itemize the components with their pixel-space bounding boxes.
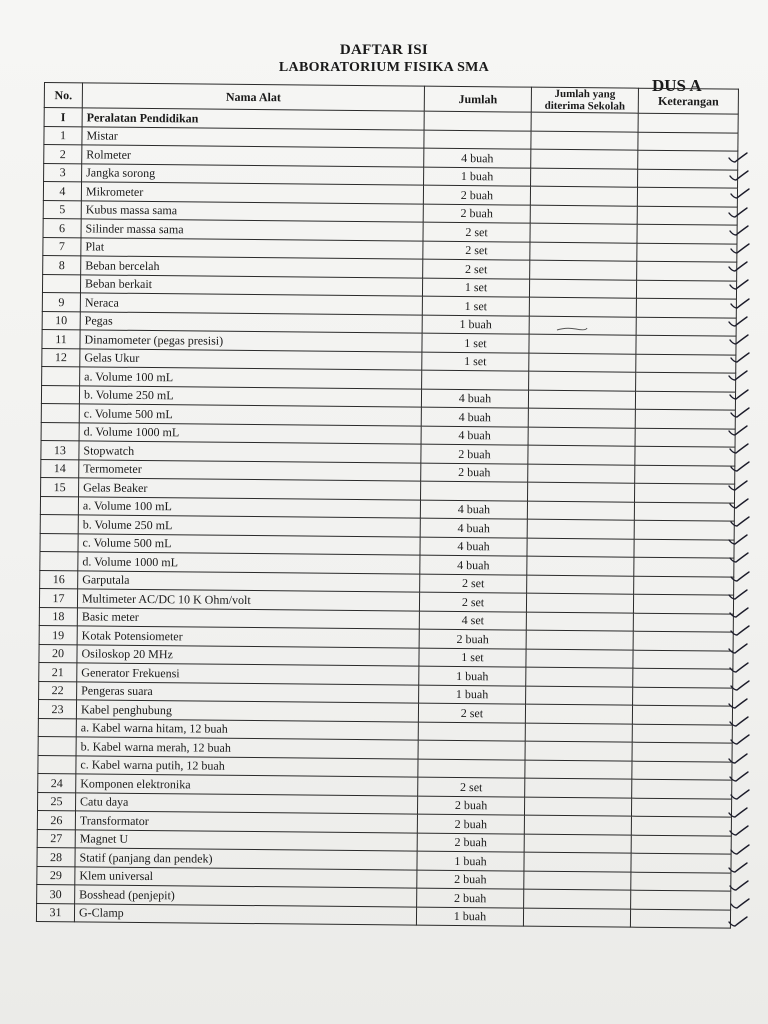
row-notes	[631, 890, 731, 909]
row-received	[523, 908, 630, 928]
header-received: Jumlah yang diterima Sekolah	[531, 87, 638, 113]
row-name: a. Kabel warna hitam, 12 buah	[76, 718, 418, 740]
row-no	[38, 736, 76, 755]
row-notes	[635, 391, 735, 410]
row-no: 24	[38, 773, 76, 792]
row-no: 4	[43, 182, 81, 201]
row-no: 6	[43, 218, 81, 237]
row-no: 12	[42, 348, 80, 367]
row-no: 19	[39, 625, 77, 644]
row-qty: 2 set	[420, 574, 527, 594]
box-label: DUS A	[652, 76, 702, 95]
checkmark-icon	[728, 225, 750, 237]
row-notes	[636, 317, 736, 336]
checkmark-icon	[728, 170, 750, 182]
checkmark-icon	[729, 516, 751, 528]
row-notes	[634, 502, 734, 521]
row-received	[526, 630, 633, 650]
row-name: c. Volume 500 mL	[79, 404, 421, 426]
row-name: Klem universal	[75, 866, 417, 888]
row-notes	[633, 594, 733, 613]
row-no: 18	[39, 607, 77, 626]
checkmark-icon	[729, 898, 751, 910]
checkmark-icon	[728, 771, 750, 783]
row-received	[526, 667, 633, 687]
row-qty: 1 set	[422, 352, 529, 372]
row-received	[525, 760, 632, 780]
row-name: Transformator	[75, 811, 417, 833]
row-received	[526, 649, 633, 669]
row-qty: 1 buah	[424, 167, 531, 187]
row-received	[528, 390, 635, 410]
row-name: Rolmeter	[82, 145, 424, 167]
row-notes	[634, 483, 734, 502]
row-notes	[630, 909, 730, 928]
checkmark-icon	[727, 425, 749, 437]
row-qty: 2 set	[423, 259, 530, 279]
row-notes	[637, 206, 737, 225]
row-name: Termometer	[79, 459, 421, 481]
header-name: Nama Alat	[82, 83, 424, 111]
row-notes	[636, 372, 736, 391]
row-qty: 2 set	[418, 777, 525, 797]
row-qty: 1 buah	[419, 685, 526, 705]
row-received	[528, 482, 635, 502]
row-received	[531, 131, 638, 151]
row-qty: 2 set	[423, 241, 530, 261]
row-name: Basic meter	[77, 607, 419, 629]
row-received	[529, 371, 636, 391]
checkmark-icon	[728, 389, 750, 401]
row-name: d. Volume 1000 mL	[78, 552, 420, 574]
row-qty	[418, 740, 525, 760]
row-received	[527, 575, 634, 595]
row-received	[528, 464, 635, 484]
row-received	[527, 519, 634, 539]
row-no: 15	[41, 477, 79, 496]
row-no: 11	[42, 329, 80, 348]
checkmark-icon	[727, 316, 749, 328]
row-no: 9	[42, 292, 80, 311]
row-no: 2	[44, 145, 82, 164]
row-notes	[637, 187, 737, 206]
row-received	[530, 223, 637, 243]
row-received	[527, 538, 634, 558]
row-name: Kubus massa sama	[81, 200, 423, 222]
row-name: b. Volume 250 mL	[79, 385, 421, 407]
row-notes	[632, 779, 732, 798]
row-notes	[632, 761, 732, 780]
row-qty: 4 buah	[420, 537, 527, 557]
row-notes	[638, 169, 738, 188]
checkmark-icon	[727, 207, 749, 219]
row-name: Kabel penghubung	[76, 700, 418, 722]
row-received	[524, 871, 631, 891]
checkmark-icon	[728, 334, 750, 346]
row-received	[525, 778, 632, 798]
row-name: b. Volume 250 mL	[78, 515, 420, 537]
checkmark-icon	[729, 243, 751, 255]
row-notes	[636, 335, 736, 354]
row-qty: 2 buah	[423, 185, 530, 205]
checkmark-icon	[727, 753, 749, 765]
row-no: 31	[36, 903, 74, 922]
row-notes	[632, 724, 732, 743]
row-received	[531, 168, 638, 188]
document-subtitle: LABORATORIUM FISIKA SMA	[278, 60, 490, 75]
row-name: c. Kabel warna putih, 12 buah	[76, 755, 418, 777]
row-received	[524, 815, 631, 835]
row-received	[529, 279, 636, 299]
checkmark-icon	[729, 352, 751, 364]
row-qty: 2 set	[423, 222, 530, 242]
row-qty: 1 buah	[422, 315, 529, 335]
row-received	[526, 612, 633, 632]
row-notes	[631, 853, 731, 872]
row-qty: 2 buah	[421, 463, 528, 483]
row-qty: 2 buah	[417, 870, 524, 890]
row-received	[528, 408, 635, 428]
row-notes	[631, 835, 731, 854]
row-no: 30	[37, 884, 75, 903]
row-notes	[635, 409, 735, 428]
row-name: Gelas Ukur	[80, 348, 422, 370]
row-no: 3	[44, 163, 82, 182]
checkmark-icon	[727, 862, 749, 874]
header-no: No.	[44, 83, 82, 108]
row-no	[42, 366, 80, 385]
row-received	[530, 260, 637, 280]
row-no	[38, 755, 76, 774]
row-received	[529, 297, 636, 317]
checkmark-icon	[729, 571, 751, 583]
section-no: I	[44, 108, 82, 127]
row-no	[41, 385, 79, 404]
row-no	[40, 551, 78, 570]
row-no	[40, 514, 78, 533]
row-name: Catu daya	[76, 792, 418, 814]
checkmark-icon	[729, 188, 751, 200]
row-qty: 2 buah	[417, 888, 524, 908]
checkmark-icon	[729, 461, 751, 473]
row-notes	[631, 872, 731, 891]
row-no: 17	[39, 588, 77, 607]
checkmark-icon	[728, 552, 750, 564]
row-no: 25	[38, 792, 76, 811]
row-received	[525, 723, 632, 743]
row-name: Komponen elektronika	[76, 774, 418, 796]
row-no: 5	[43, 200, 81, 219]
handwritten-checkmarks	[728, 152, 766, 952]
row-name: Beban berkait	[80, 274, 422, 296]
row-name: Multimeter AC/DC 10 K Ohm/volt	[77, 589, 419, 611]
row-received	[531, 149, 638, 169]
row-name: Gelas Beaker	[79, 478, 421, 500]
row-no: 29	[37, 866, 75, 885]
row-qty: 1 set	[422, 296, 529, 316]
row-name: Silinder massa sama	[81, 219, 423, 241]
row-qty	[424, 130, 531, 150]
row-qty: 1 buah	[419, 666, 526, 686]
row-qty: 2 buah	[417, 833, 524, 853]
row-no: 7	[43, 237, 81, 256]
row-notes	[634, 520, 734, 539]
row-no: 21	[39, 662, 77, 681]
checkmark-icon	[728, 825, 750, 837]
row-no	[42, 274, 80, 293]
row-name: Bosshead (penjepit)	[75, 885, 417, 907]
inventory-table	[36, 82, 739, 929]
row-received	[524, 797, 631, 817]
row-received	[529, 353, 636, 373]
row-notes	[637, 243, 737, 262]
checkmark-icon	[729, 734, 751, 746]
row-notes	[632, 705, 732, 724]
row-received	[525, 741, 632, 761]
row-notes	[633, 687, 733, 706]
checkmark-icon	[727, 916, 749, 928]
section-name: Peralatan Pendidikan	[82, 108, 424, 130]
header-notes: Keterangan	[638, 88, 738, 114]
row-qty	[421, 481, 528, 501]
row-received	[529, 334, 636, 354]
checkmark-icon	[729, 298, 751, 310]
row-no	[41, 422, 79, 441]
checkmark-icon	[728, 443, 750, 455]
row-notes	[635, 465, 735, 484]
checkmark-icon	[729, 680, 751, 692]
row-received	[524, 852, 631, 872]
row-qty	[418, 722, 525, 742]
row-qty: 4 buah	[420, 500, 527, 520]
row-qty: 2 buah	[417, 814, 524, 834]
checkmark-icon	[727, 480, 749, 492]
row-qty: 1 buah	[417, 851, 524, 871]
row-name: a. Volume 100 mL	[80, 367, 422, 389]
row-name: Garputala	[78, 570, 420, 592]
row-no	[40, 533, 78, 552]
row-qty: 2 buah	[423, 204, 530, 224]
row-name: Osiloskop 20 MHz	[77, 644, 419, 666]
row-qty: 4 buah	[424, 148, 531, 168]
row-received	[530, 242, 637, 262]
row-qty: 4 buah	[420, 555, 527, 575]
row-no: 13	[41, 440, 79, 459]
checkmark-icon	[727, 534, 749, 546]
row-qty: 1 buah	[416, 907, 523, 927]
row-name: Jangka sorong	[82, 163, 424, 185]
row-name: Generator Frekuensi	[77, 663, 419, 685]
row-qty: 1 set	[422, 278, 529, 298]
row-name: Plat	[81, 237, 423, 259]
row-qty: 2 buah	[419, 629, 526, 649]
row-received	[526, 593, 633, 613]
row-no: 1	[44, 126, 82, 145]
document-title: DAFTAR ISI	[339, 42, 429, 58]
row-notes	[634, 576, 734, 595]
row-notes	[636, 280, 736, 299]
row-notes	[635, 446, 735, 465]
checkmark-icon	[727, 643, 749, 655]
row-qty: 4 buah	[421, 407, 528, 427]
row-qty: 2 buah	[417, 796, 524, 816]
row-no: 16	[40, 570, 78, 589]
row-no	[40, 496, 78, 515]
row-qty: 4 buah	[420, 518, 527, 538]
row-notes	[637, 261, 737, 280]
row-qty: 1 set	[419, 648, 526, 668]
row-name: Stopwatch	[79, 441, 421, 463]
row-notes	[633, 668, 733, 687]
row-received	[528, 445, 635, 465]
row-name: Mikrometer	[81, 182, 423, 204]
row-qty: 4 buah	[421, 426, 528, 446]
row-notes	[636, 354, 736, 373]
checkmark-icon	[728, 662, 750, 674]
row-qty: 4 buah	[421, 389, 528, 409]
row-name: Mistar	[82, 126, 424, 148]
checkmark-icon	[729, 844, 751, 856]
row-qty: 1 set	[422, 333, 529, 353]
checkmark-icon	[727, 261, 749, 273]
checkmark-icon	[727, 698, 749, 710]
row-no: 8	[43, 255, 81, 274]
row-qty: 2 set	[418, 703, 525, 723]
checkmark-icon	[728, 716, 750, 728]
row-name: b. Kabel warna merah, 12 buah	[76, 737, 418, 759]
row-received	[524, 834, 631, 854]
row-name: d. Volume 1000 mL	[79, 422, 421, 444]
row-name: G-Clamp	[74, 903, 416, 925]
row-received	[524, 889, 631, 909]
row-received	[528, 427, 635, 447]
row-received	[527, 556, 634, 576]
row-qty: 2 buah	[421, 444, 528, 464]
row-notes	[633, 613, 733, 632]
row-no	[38, 718, 76, 737]
row-notes	[633, 650, 733, 669]
checkmark-icon	[729, 789, 751, 801]
row-notes	[638, 132, 738, 151]
row-notes	[638, 150, 738, 169]
checkmark-icon	[728, 880, 750, 892]
row-notes	[632, 742, 732, 761]
row-notes	[633, 631, 733, 650]
checkmark-icon	[729, 407, 751, 419]
checkmark-icon	[728, 279, 750, 291]
checkmark-icon	[727, 589, 749, 601]
row-name: Kotak Potensiometer	[77, 626, 419, 648]
row-name: Magnet U	[75, 829, 417, 851]
checkmark-icon	[727, 152, 749, 164]
row-qty: 2 set	[419, 592, 526, 612]
checkmark-icon	[727, 807, 749, 819]
header-qty: Jumlah	[424, 86, 531, 112]
pen-scribble	[556, 326, 588, 332]
row-received	[530, 186, 637, 206]
row-name: Neraca	[80, 293, 422, 315]
row-received	[525, 704, 632, 724]
row-name: Statif (panjang dan pendek)	[75, 848, 417, 870]
checkmark-icon	[728, 607, 750, 619]
row-qty	[422, 370, 529, 390]
row-notes	[631, 816, 731, 835]
row-name: Pengeras suara	[77, 681, 419, 703]
row-received	[530, 205, 637, 225]
row-no: 26	[37, 810, 75, 829]
row-no: 22	[39, 681, 77, 700]
row-name: a. Volume 100 mL	[78, 496, 420, 518]
row-no: 28	[37, 847, 75, 866]
checkmark-icon	[728, 498, 750, 510]
row-name: Dinamometer (pegas presisi)	[80, 330, 422, 352]
row-no	[41, 403, 79, 422]
row-no: 23	[38, 699, 76, 718]
checkmark-icon	[729, 625, 751, 637]
row-qty: 4 set	[419, 611, 526, 631]
checkmark-icon	[727, 370, 749, 382]
row-name: Beban bercelah	[81, 256, 423, 278]
row-qty	[418, 759, 525, 779]
row-name: c. Volume 500 mL	[78, 533, 420, 555]
row-notes	[634, 557, 734, 576]
row-notes	[634, 539, 734, 558]
row-received	[526, 686, 633, 706]
row-notes	[635, 428, 735, 447]
row-no: 27	[37, 829, 75, 848]
row-no: 20	[39, 644, 77, 663]
row-notes	[631, 798, 731, 817]
row-notes	[637, 224, 737, 243]
row-name: Pegas	[80, 311, 422, 333]
row-no: 10	[42, 311, 80, 330]
row-no: 14	[41, 459, 79, 478]
row-received	[527, 501, 634, 521]
table-body	[36, 126, 738, 928]
row-notes	[636, 298, 736, 317]
